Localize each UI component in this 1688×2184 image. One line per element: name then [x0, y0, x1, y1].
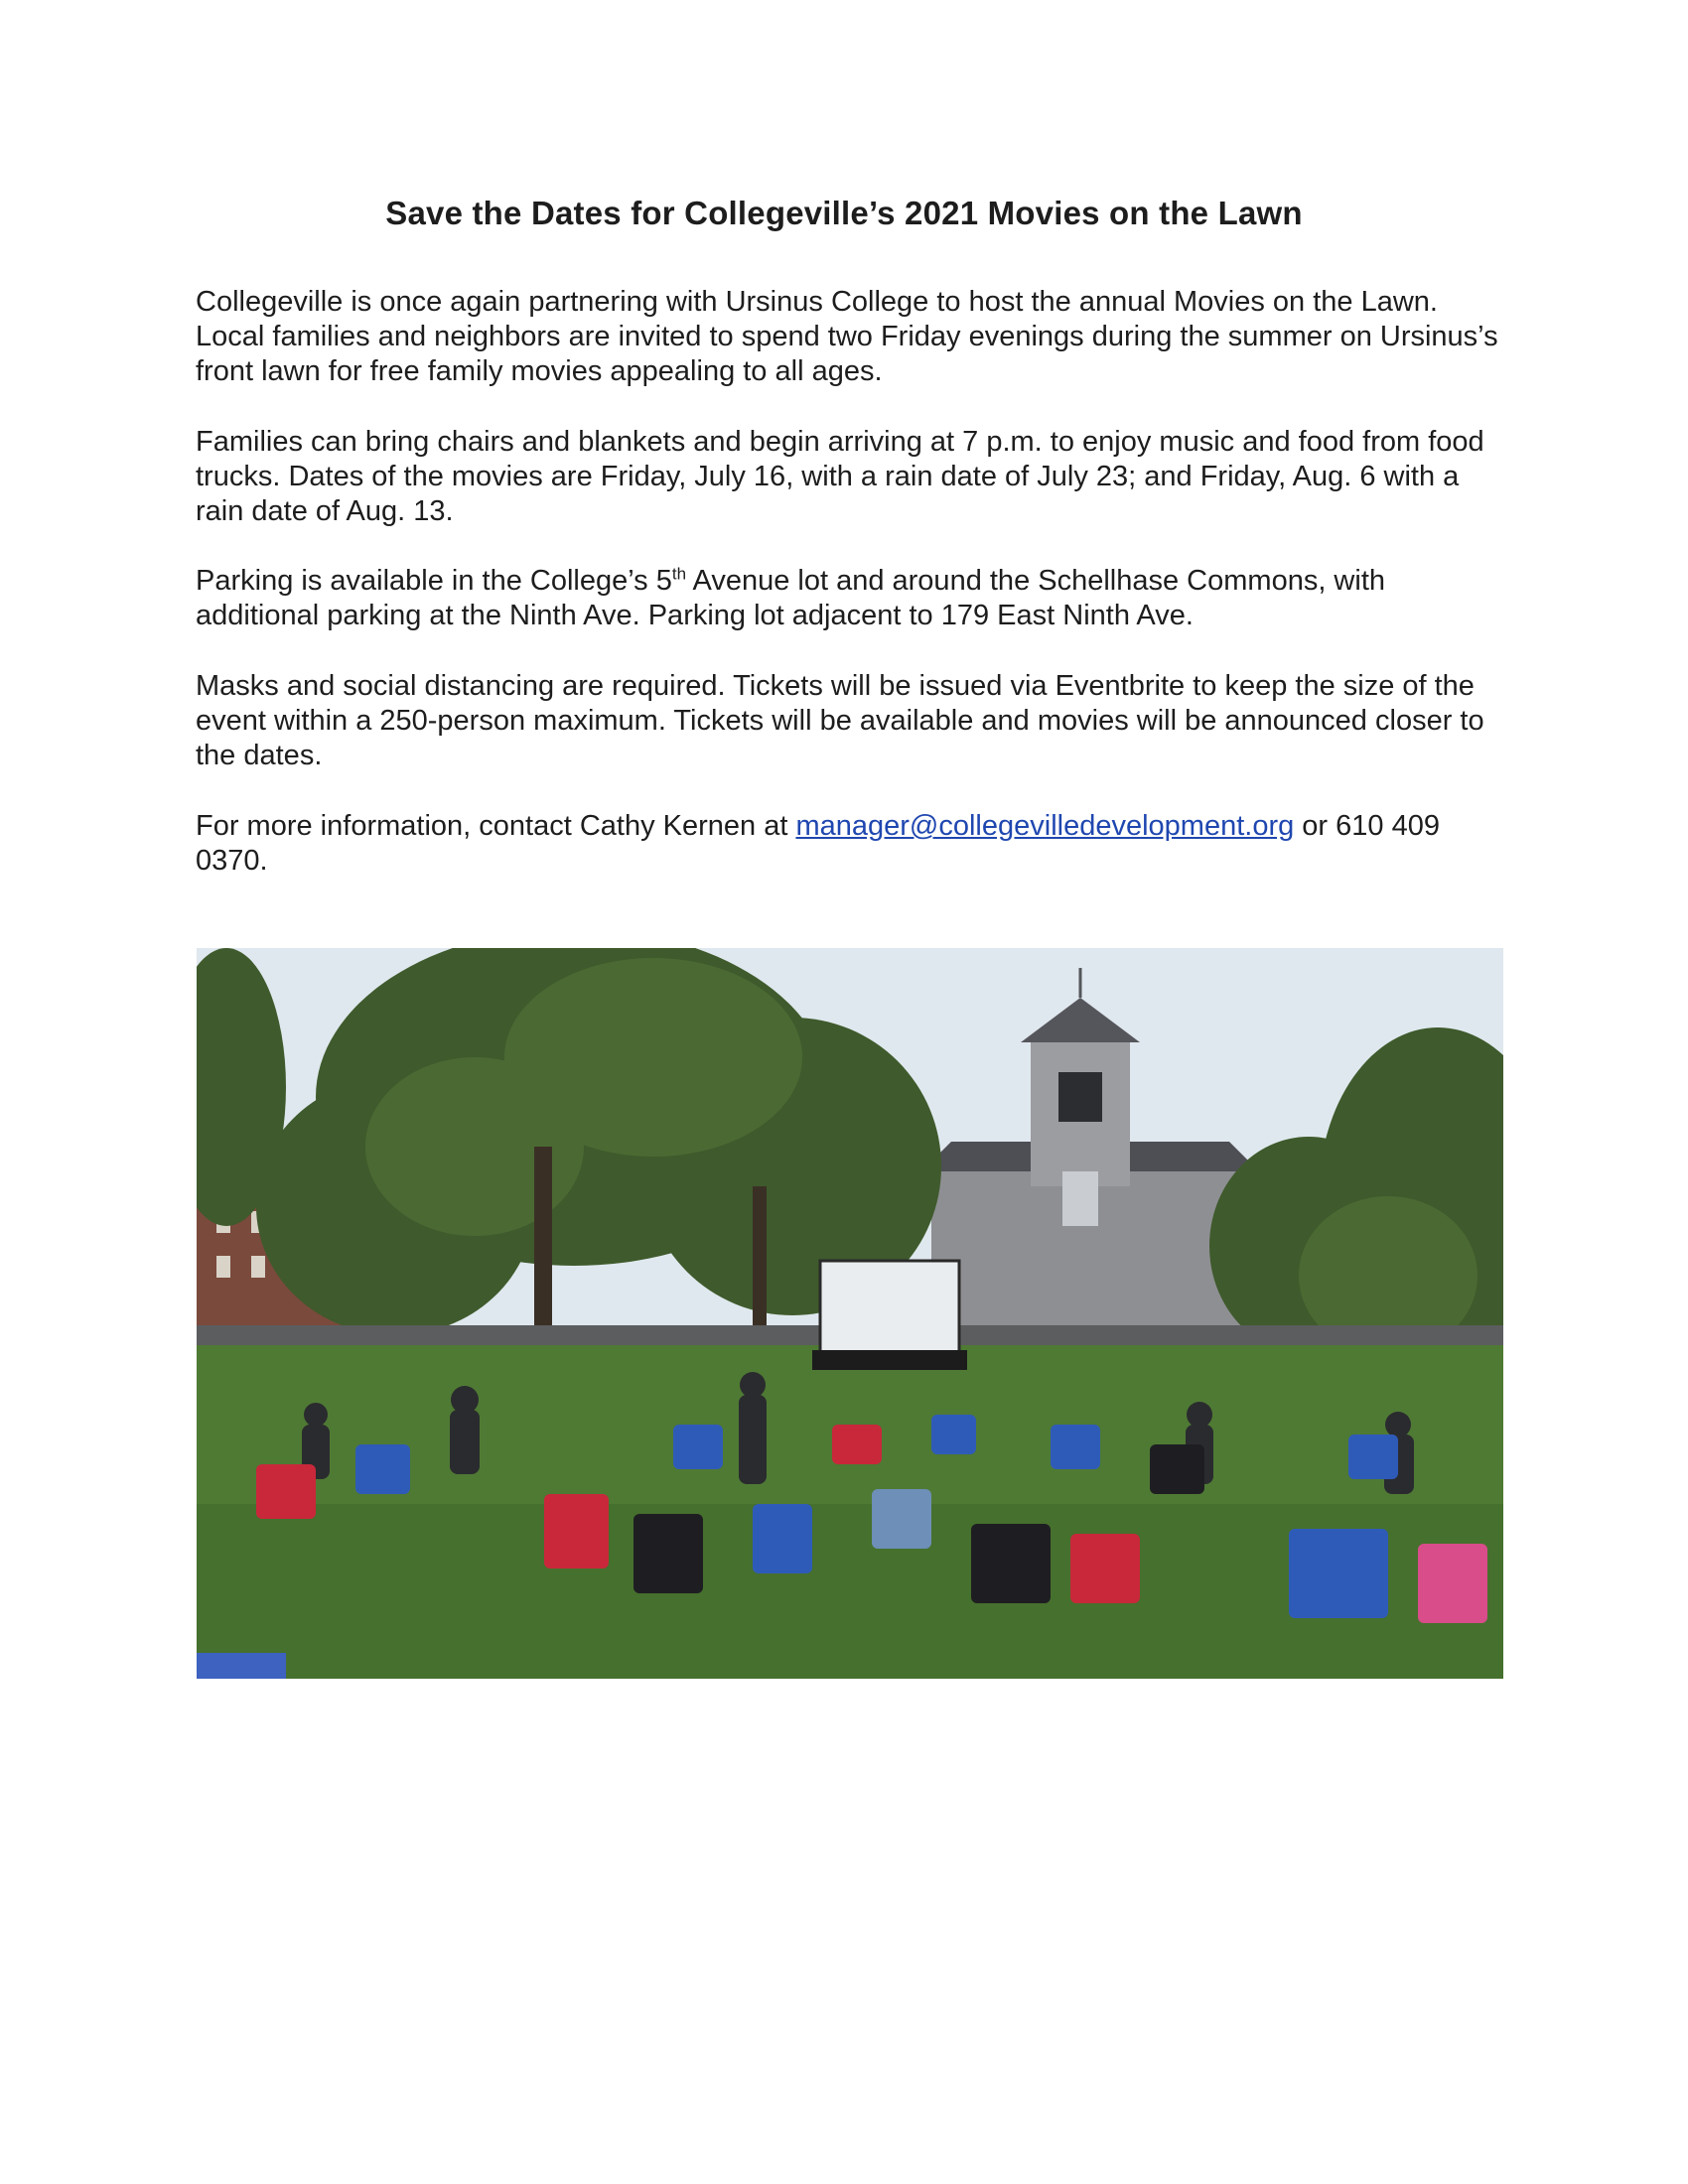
intro-paragraph: Collegeville is once again partnering with Ursinus College to host the annual Movies on the Lawn. Local families and neighbors are invited to spend two Friday evenings during the summer on Ursinus’s front lawn for free family movies appealing to all ages. — [196, 286, 1498, 387]
email-link[interactable]: manager@collegevilledevelopment.org — [795, 810, 1295, 842]
requirements-paragraph: Masks and social distancing are required. Tickets will be issued via Eventbrite to keep the size of the event within a 250-person maximum. Tickets will be available and movies will be announced closer to the dates. — [196, 670, 1484, 771]
schedule-paragraph: Families can bring chairs and blankets and begin arriving at 7 p.m. to enjoy music and food from food trucks. Dates of the movies are Friday, July 16, with a rain date of July 23; and Friday, Aug. 6 with a rain date of Aug. 13. — [196, 426, 1484, 527]
contact-text-start: For more information, contact Cathy Kernen at — [196, 810, 796, 842]
contact-text-end: or 610 409 0370. — [196, 810, 1440, 877]
parking-text-end: Avenue lot and around the Schellhase Commons, with additional parking at the Ninth Ave. Parking lot adjacent to 179 East Ninth Ave. — [196, 565, 1386, 631]
page-title: Save the Dates for Collegeville’s 2021 Movies on the Lawn — [385, 195, 1303, 231]
event-photo — [197, 948, 1503, 1679]
photo-movie-screen — [820, 1261, 959, 1355]
contact-paragraph — [196, 809, 1506, 879]
ordinal-suffix: th — [671, 564, 687, 584]
parking-paragraph — [196, 564, 1506, 633]
parking-text-start: Parking is available in the College’s 5 — [196, 565, 672, 597]
